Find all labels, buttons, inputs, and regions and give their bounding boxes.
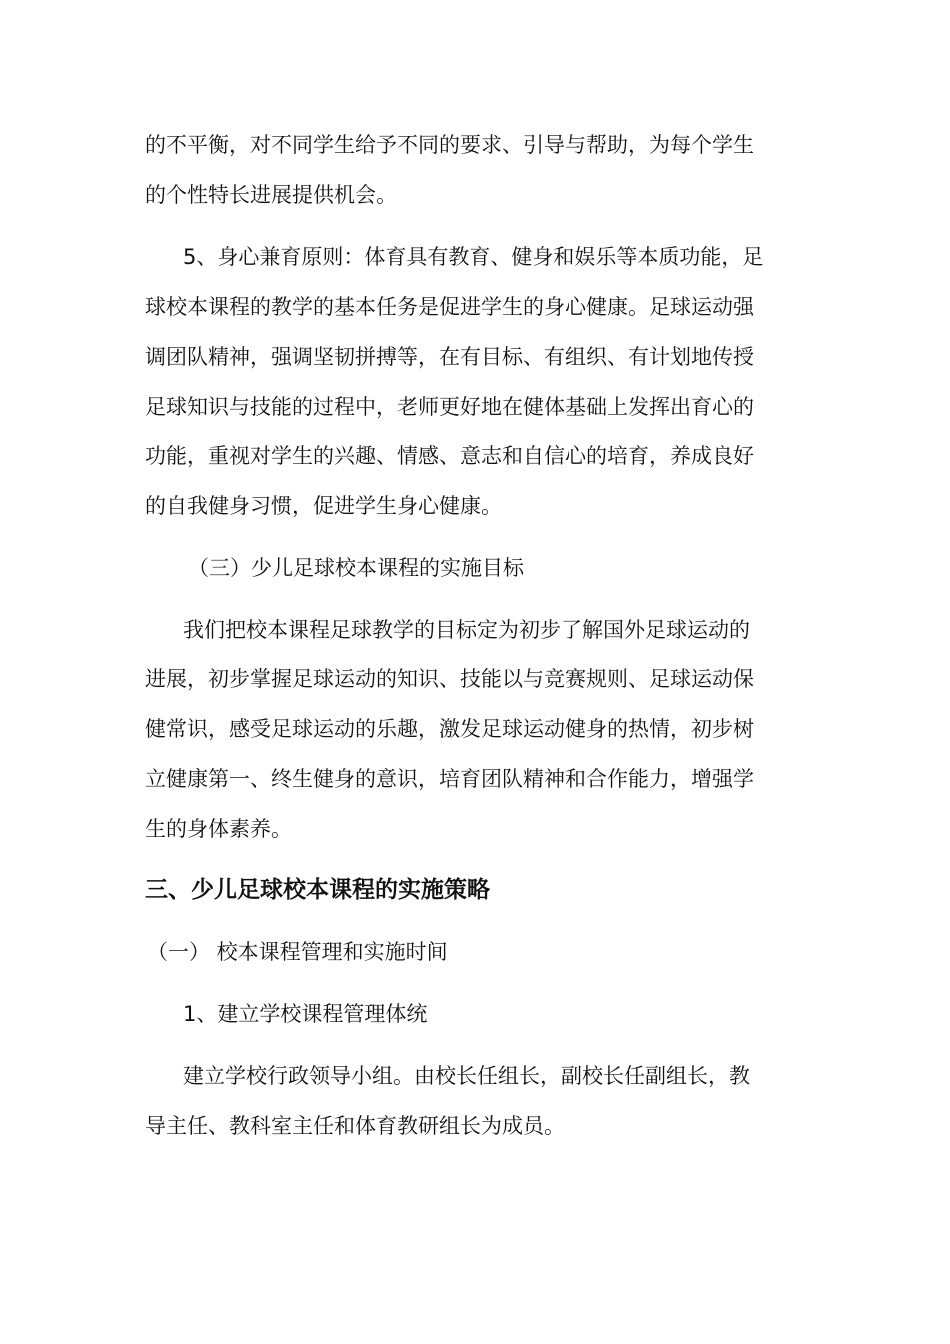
paragraph-line: 的自我健身习惯，促进学生身心健康。	[145, 494, 502, 518]
paragraph-line: 健常识，感受足球运动的乐趣，激发足球运动健身的热情，初步树	[145, 717, 754, 741]
paragraph-line: 调团队精神，强调坚韧拼搏等，在有目标、有组织、有计划地传授	[145, 345, 754, 369]
item-title: 1、建立学校课程管理体统	[183, 1002, 428, 1026]
paragraph-line: 导主任、教科室主任和体育教研组长为成员。	[145, 1114, 565, 1138]
section-heading: 三、少儿足球校本课程的实施策略	[145, 877, 490, 903]
paragraph-line: 进展，初步掌握足球运动的知识、技能以与竞赛规则、足球运动保	[145, 667, 754, 691]
subsection-title: （三）少儿足球校本课程的实施目标	[188, 556, 524, 580]
paragraph-line: 足球知识与技能的过程中，老师更好地在健体基础上发挥出育心的	[145, 395, 754, 419]
subsection-title: （一） 校本课程管理和实施时间	[147, 940, 448, 964]
paragraph-line: 建立学校行政领导小组。由校长任组长，副校长任副组长，教	[183, 1064, 750, 1088]
paragraph-line: 5、身心兼育原则：体育具有教育、健身和娱乐等本质功能，足	[183, 245, 764, 269]
paragraph-line: 我们把校本课程足球教学的目标定为初步了解国外足球运动的	[183, 618, 750, 642]
paragraph-line: 球校本课程的教学的基本任务是促进学生的身心健康。足球运动强	[145, 295, 754, 319]
paragraph-line: 功能，重视对学生的兴趣、情感、意志和自信心的培育，养成良好	[145, 444, 754, 468]
paragraph-line: 立健康第一、终生健身的意识，培育团队精神和合作能力，增强学	[145, 767, 754, 791]
paragraph-line: 的个性特长进展提供机会。	[145, 183, 397, 207]
paragraph-line: 生的身体素养。	[145, 817, 292, 841]
paragraph-line: 的不平衡，对不同学生给予不同的要求、引导与帮助，为每个学生	[145, 133, 754, 157]
